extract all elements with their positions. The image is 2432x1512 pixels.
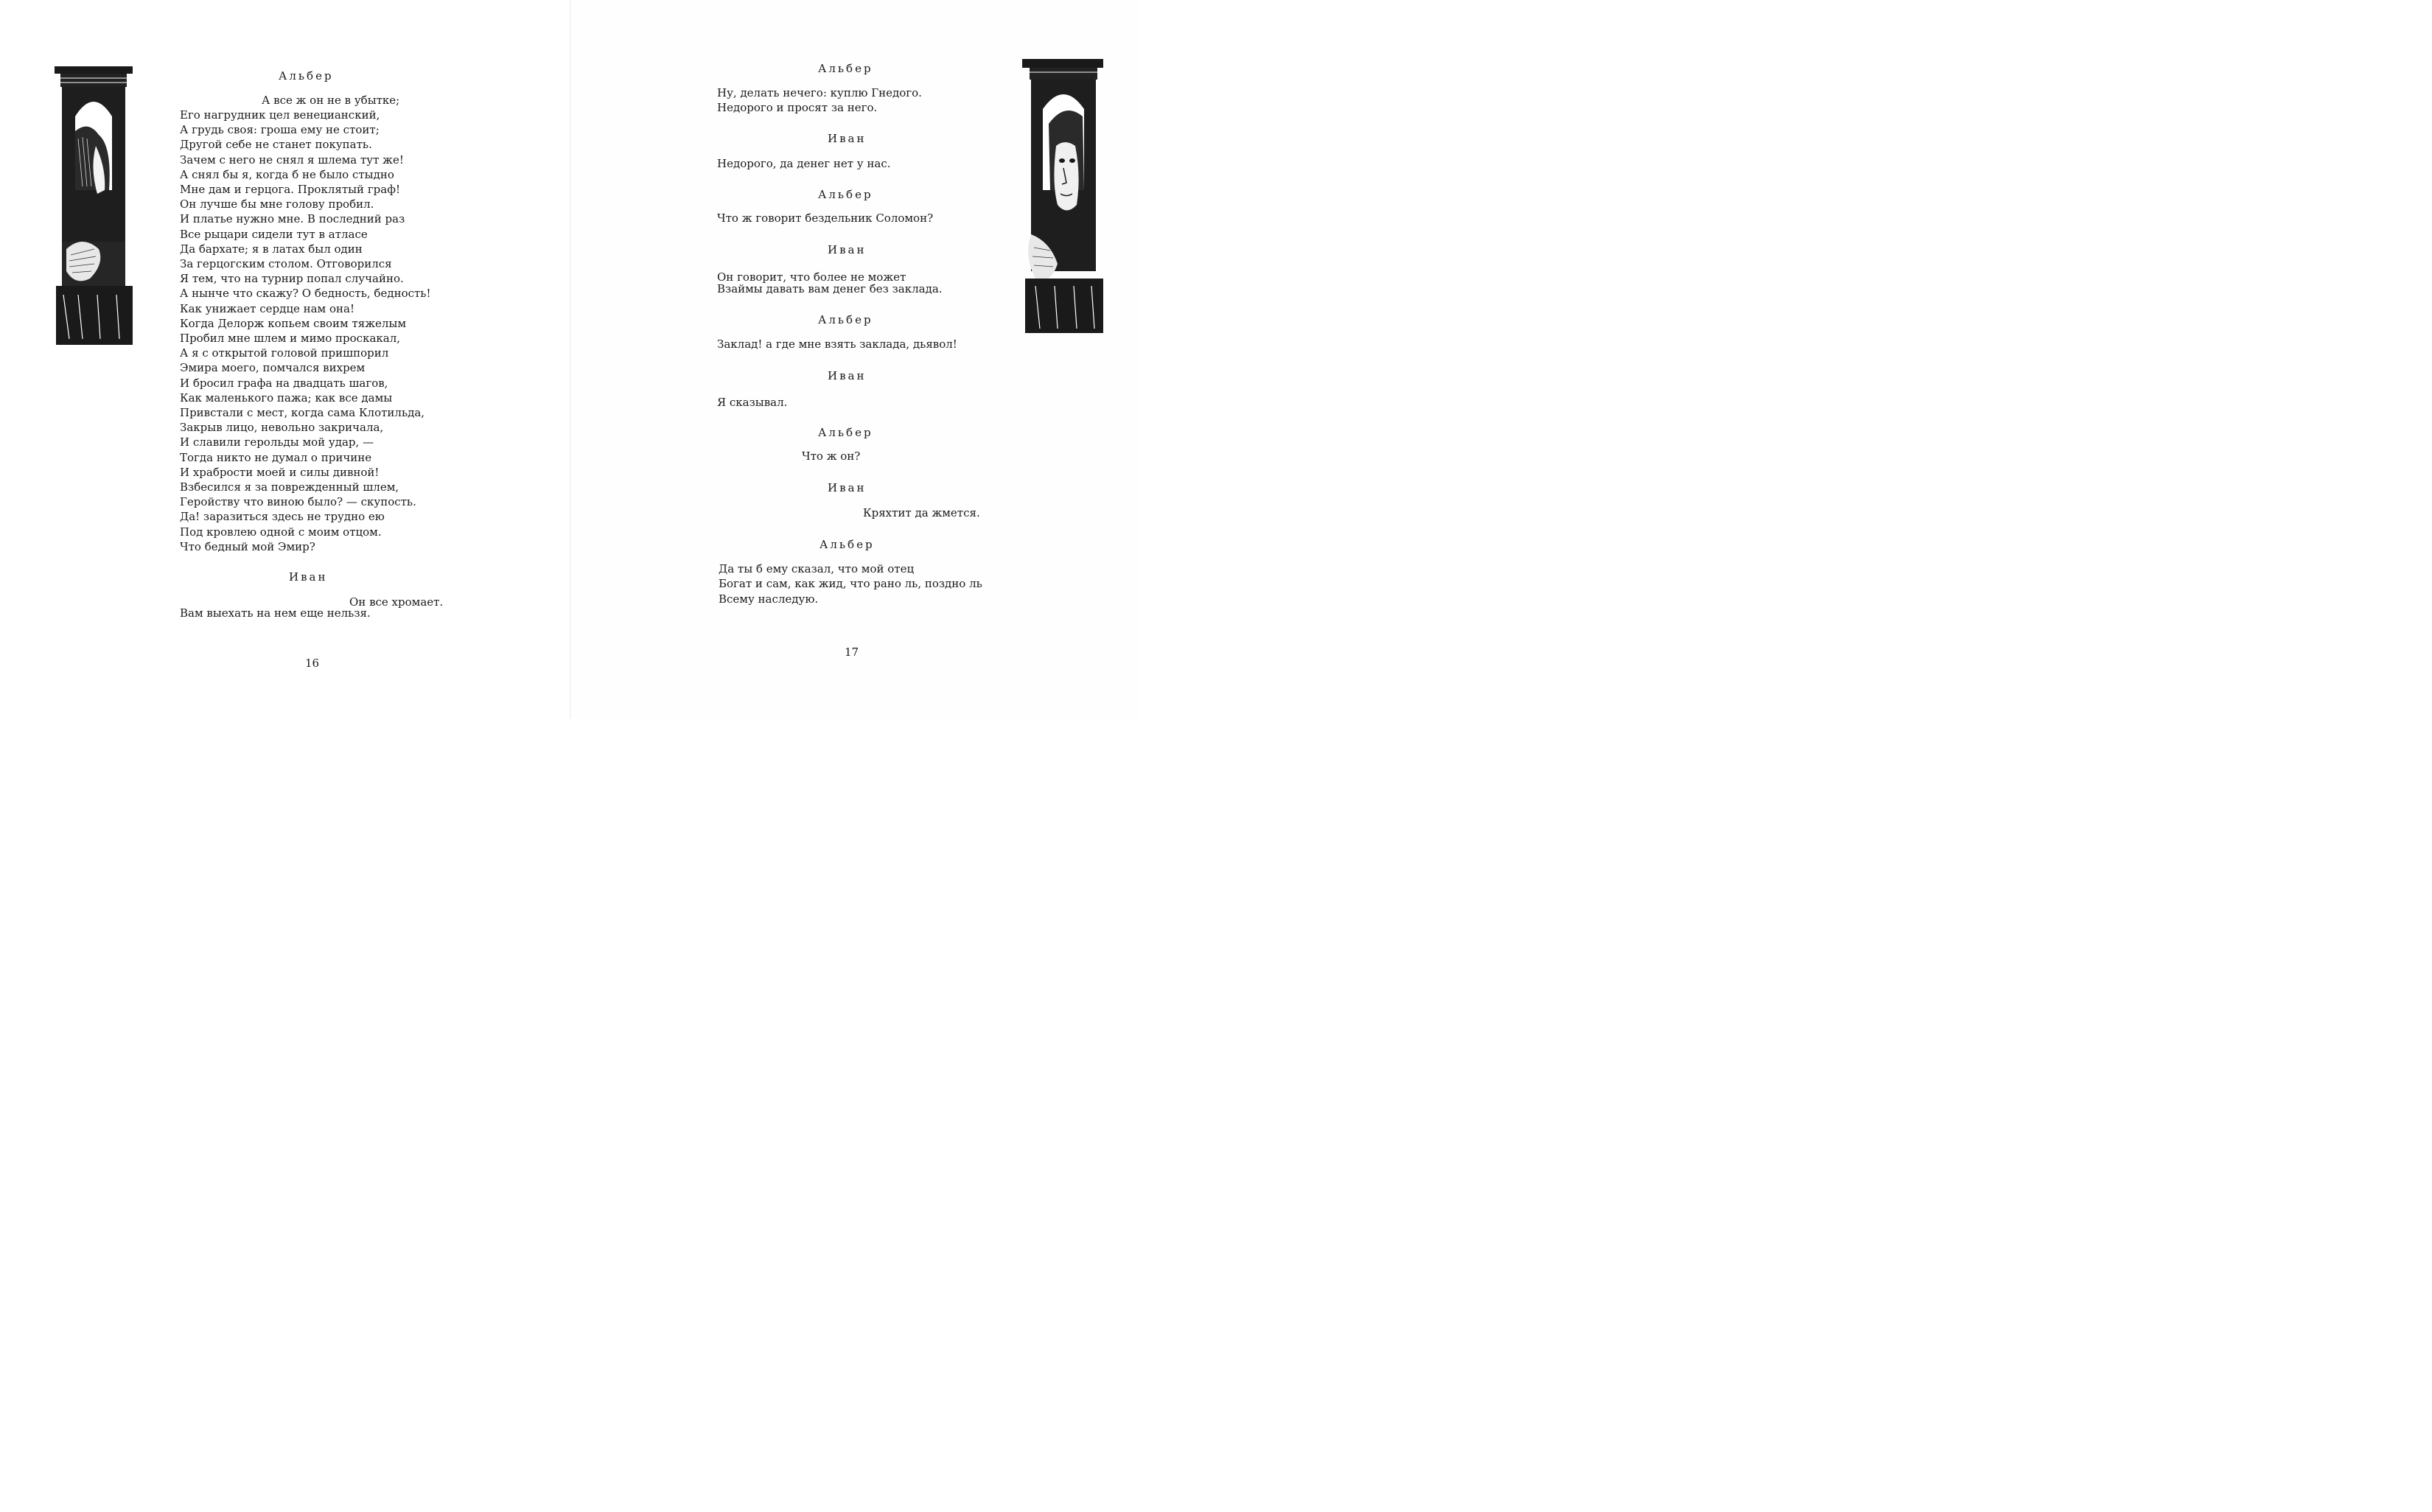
speaker-name: Иван	[828, 132, 867, 145]
left-page	[0, 0, 571, 718]
verse-line: Взаймы давать вам денег без заклада.	[717, 282, 943, 295]
verse-line: Взбесился я за поврежденный шлем,	[180, 480, 399, 494]
verse-line: Эмира моего, помчался вихрем	[180, 361, 366, 375]
speaker-name: Иван	[828, 369, 867, 382]
verse-line: Он все хромает.	[349, 595, 444, 609]
verse-line: Что ж говорит бездельник Соломон?	[717, 211, 934, 225]
speaker-name: Иван	[828, 243, 867, 256]
verse-line: Недорого и просят за него.	[717, 101, 878, 114]
verse-line: Недорого, да денег нет у нас.	[717, 157, 891, 170]
verse-line: Другой себе не станет покупать.	[180, 138, 372, 152]
verse-line: Вам выехать на нем еще нельзя.	[180, 606, 371, 620]
verse-line: И платье нужно мне. В последний раз	[180, 212, 405, 226]
verse-line: Его нагрудник цел венецианский,	[180, 108, 380, 122]
verse-line: А я с открытой головой пришпорил	[180, 346, 389, 360]
verse-line: Что ж он?	[802, 449, 861, 463]
verse-line: Я тем, что на турнир попал случайно.	[180, 272, 404, 286]
verse-line: Что бедный мой Эмир?	[180, 539, 315, 553]
verse-line: Да ты б ему сказал, что мой отец	[719, 562, 915, 575]
woodcut-illustration-left	[53, 65, 136, 346]
verse-line: Под кровлею одной с моим отцом.	[180, 525, 382, 539]
verse-line: Да! заразиться здесь не трудно ею	[180, 510, 385, 524]
page-number: 16	[305, 657, 320, 670]
verse-line: За герцогским столом. Отговорился	[180, 257, 392, 270]
verse-line: Он лучше бы мне голову пробил.	[180, 197, 374, 211]
verse-line: Тогда никто не думал о причине	[180, 450, 372, 464]
right-page	[571, 0, 1140, 718]
verse-line: Заклад! а где мне взять заклада, дьявол!	[717, 337, 957, 351]
woodcut-illustration-right	[1021, 57, 1106, 335]
verse-line: А снял бы я, когда б не было стыдно	[180, 167, 394, 181]
speaker-name: Альбер	[818, 313, 873, 326]
verse-line: Как маленького пажа; как все дамы	[180, 391, 393, 405]
verse-line: Богат и сам, как жид, что рано ль, поздно ль	[719, 577, 982, 590]
speaker-name: Альбер	[279, 69, 334, 83]
verse-line: Всему наследую.	[719, 592, 819, 606]
verse-line: Да бархате; я в латах был один	[180, 242, 363, 256]
speaker-name: Иван	[828, 481, 867, 494]
speaker-name: Альбер	[818, 62, 873, 75]
page-number: 17	[845, 645, 859, 659]
verse-line: И храбрости моей и силы дивной!	[180, 465, 380, 479]
verse-line: Мне дам и герцога. Проклятый граф!	[180, 183, 400, 196]
speaker-name: Иван	[289, 570, 328, 584]
verse-line: А грудь своя: гроша ему не стоит;	[180, 123, 380, 137]
verse-line: А нынче что скажу? О бедность, бедность!	[180, 287, 431, 301]
verse-line: И славили герольды мой удар, —	[180, 435, 374, 449]
verse-line: Когда Делорж копьем своим тяжелым	[180, 316, 407, 330]
speaker-name: Альбер	[820, 538, 875, 551]
speaker-name: Альбер	[818, 426, 873, 439]
verse-line: Все рыцари сидели тут в атласе	[180, 227, 368, 241]
verse-line: Я сказывал.	[717, 396, 788, 409]
verse-line: Ну, делать нечего: куплю Гнедого.	[717, 86, 922, 99]
verse-line: Закрыв лицо, невольно закричала,	[180, 421, 384, 435]
verse-line: Как унижает сердце нам она!	[180, 301, 354, 315]
verse-line: И бросил графа на двадцать шагов,	[180, 376, 388, 390]
speaker-name: Альбер	[818, 188, 873, 201]
verse-line: Кряхтит да жмется.	[863, 506, 980, 519]
verse-line: Он говорит, что более не может	[717, 270, 906, 284]
verse-line: А все ж он не в убытке;	[262, 94, 400, 107]
verse-line: Зачем с него не снял я шлема тут же!	[180, 153, 404, 167]
verse-line: Геройству что виною было? — скупость.	[180, 495, 416, 509]
verse-line: Пробил мне шлем и мимо проскакал,	[180, 332, 400, 345]
verse-line: Привстали с мест, когда сама Клотильда,	[180, 406, 425, 419]
